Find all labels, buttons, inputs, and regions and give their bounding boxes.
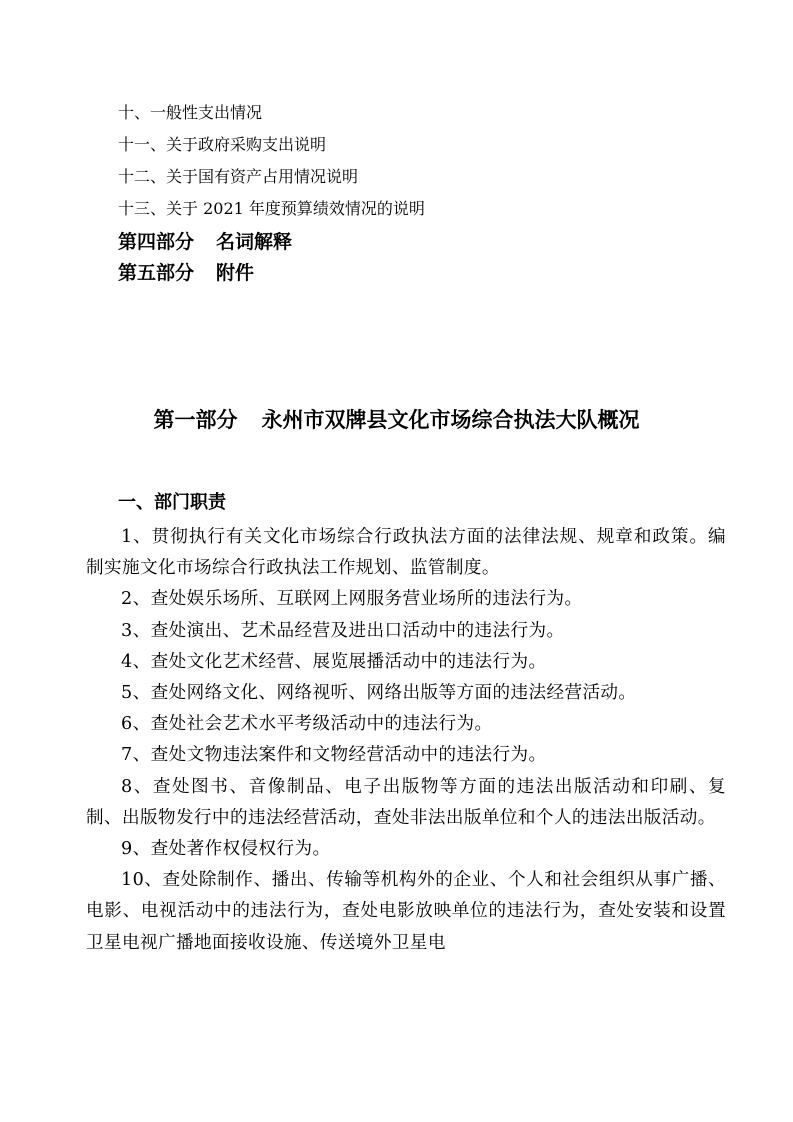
toc-item-13: 十三、关于 2021 年度预算绩效情况的说明 [118,199,425,218]
paragraph-10: 10、查处除制作、播出、传输等机构外的企业、个人和社会组织从事广播、电影、电视活动中的违法行为，查处电影放映单位的违法行为，查处安装和设置卫星电视广播地面接收设施、传送境外卫星电 [86,870,726,953]
toc-item-10: 十、一般性支出情况 [118,103,263,122]
toc-part-five [118,260,254,286]
paragraph-8: 8、查处图书、音像制品、电子出版物等方面的违法出版活动和印刷、复制、出版物发行中的违法经营活动，查处非法出版单位和个人的违法出版活动。 [86,776,726,828]
section-heading: 一、部门职责 [118,492,226,513]
part-one-title [0,405,793,435]
toc-part-four-title: 名词解释 [216,231,293,253]
paragraph-3: 3、查处演出、艺术品经营及进出口活动中的违法行为。 [121,620,565,641]
paragraph-1: 1、贯彻执行有关文化市场综合行政执法方面的法律法规、规章和政策。编制实施文化市场综合行政执法工作规划、监管制度。 [86,527,726,579]
toc-item-11: 十一、关于政府采购支出说明 [118,135,327,154]
toc-part-five-label: 第五部分 [118,262,195,284]
toc-part-four [118,229,292,255]
toc-part-four-label: 第四部分 [118,231,195,253]
paragraph-9: 9、查处著作权侵权行为。 [121,839,331,860]
section-body [86,522,726,959]
part-one-label: 第一部分 [153,408,238,432]
paragraph-6: 6、查处社会艺术水平考级活动中的违法行为。 [121,714,493,735]
paragraph-2: 2、查处娱乐场所、互联网上网服务营业场所的违法行为。 [121,589,583,610]
part-one-name: 永州市双牌县文化市场综合执法大队概况 [261,408,640,432]
paragraph-7: 7、查处文物违法案件和文物经营活动中的违法行为。 [121,745,547,766]
toc-part-five-title: 附件 [216,262,255,284]
paragraph-4: 4、查处文化艺术经营、展览展播活动中的违法行为。 [121,651,547,672]
toc-item-12: 十二、关于国有资产占用情况说明 [118,167,359,186]
paragraph-5: 5、查处网络文化、网络视听、网络出版等方面的违法经营活动。 [121,683,637,704]
